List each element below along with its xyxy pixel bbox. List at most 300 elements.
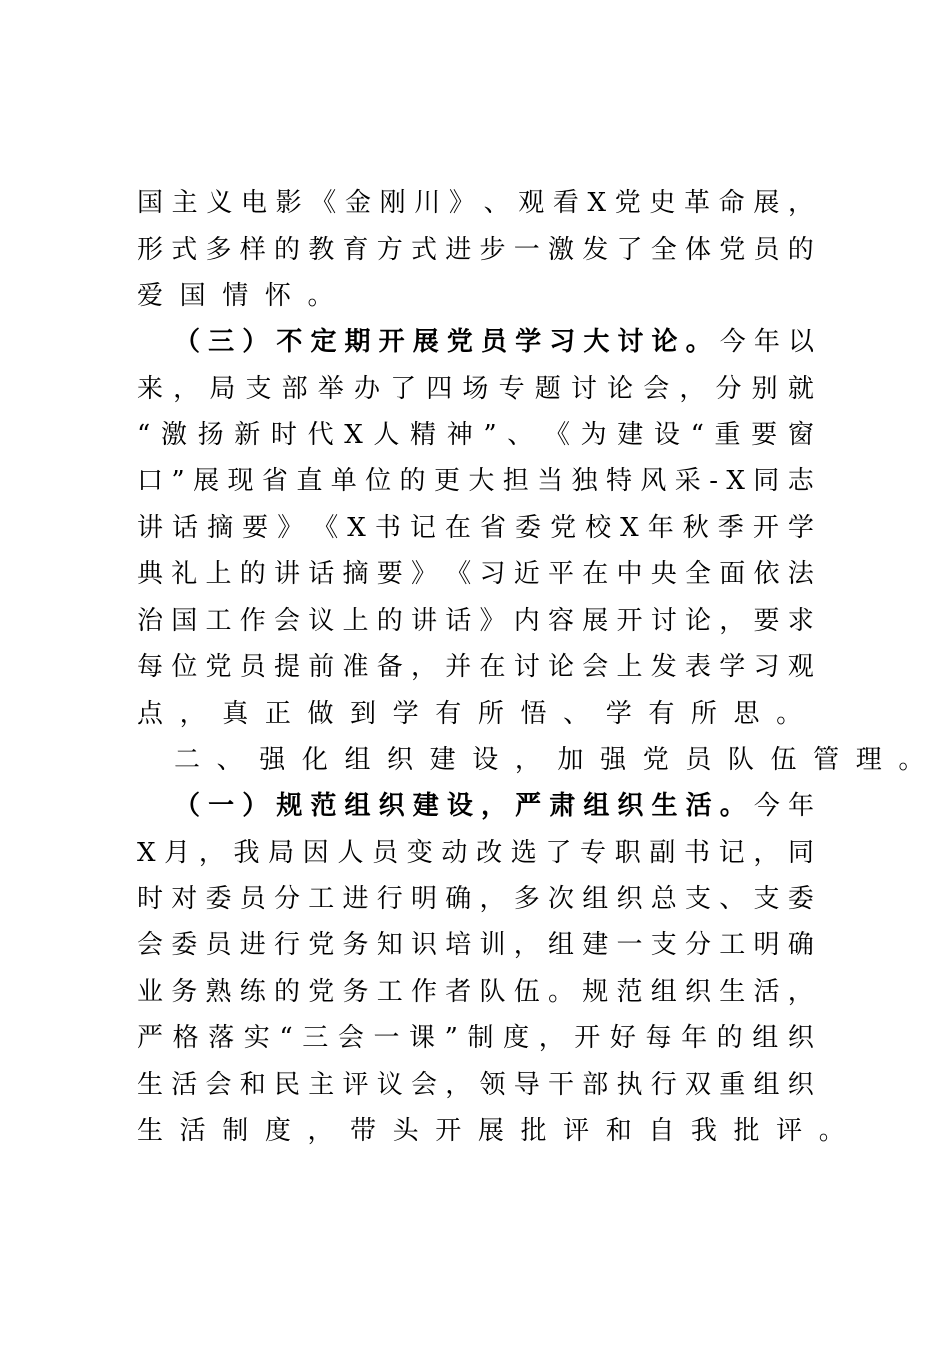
text-char: 议	[308, 606, 335, 636]
text-line	[137, 1018, 814, 1058]
text-char: 讲	[137, 513, 164, 543]
text-char: 带	[350, 1116, 377, 1146]
text-char: 学	[605, 699, 632, 729]
text-char: 依	[753, 559, 780, 589]
text-char: 评	[563, 1116, 590, 1146]
text-char: 四	[426, 374, 453, 404]
text-char: 党	[614, 188, 641, 218]
text-char: 学	[515, 327, 542, 357]
text-char: 育	[342, 235, 369, 265]
text-char: 刚	[379, 188, 406, 218]
text-char: 委	[171, 930, 198, 960]
text-char: 的	[274, 235, 301, 265]
text-char: 重	[714, 420, 741, 450]
text-char: 志	[787, 466, 814, 496]
text-char: 展	[582, 606, 609, 636]
text-char: ，	[479, 884, 506, 914]
text-char: ）	[242, 791, 269, 821]
text-char: 建	[412, 791, 439, 821]
text-char: 因	[302, 838, 329, 868]
text-char: 悟	[520, 699, 547, 729]
text-char: 做	[307, 699, 334, 729]
text-char: 中	[616, 559, 643, 589]
text-char: 窗	[787, 420, 814, 450]
text-char: 要	[376, 559, 403, 589]
text-char: 度	[503, 1023, 530, 1053]
text-char: 别	[751, 374, 778, 404]
text-char: 课	[409, 1023, 436, 1053]
text-char: 领	[479, 1070, 506, 1100]
text-char: 支	[650, 930, 677, 960]
text-char: 活	[171, 1070, 198, 1100]
text-char: 摘	[207, 513, 234, 543]
text-char: 作	[239, 606, 266, 636]
text-char: 书	[684, 838, 711, 868]
text-char: 副	[649, 838, 676, 868]
text-char: 业	[137, 977, 164, 1007]
text-line	[137, 230, 814, 270]
text-char: 上	[616, 652, 643, 682]
text-char: 展	[412, 327, 439, 357]
text-char: 培	[445, 930, 472, 960]
text-char: 风	[640, 466, 667, 496]
text-char: 了	[390, 374, 417, 404]
text-char: 革	[684, 188, 711, 218]
text-char: 的	[239, 559, 266, 589]
text-char: 选	[510, 838, 537, 868]
text-char: 就	[787, 374, 814, 404]
text-char: 年	[753, 327, 780, 357]
text-char: 不	[276, 327, 303, 357]
text-char: ”	[444, 1023, 458, 1053]
text-char: 专	[580, 838, 607, 868]
text-char: ）	[242, 327, 269, 357]
text-char: 多	[205, 235, 232, 265]
text-char: 组	[548, 930, 575, 960]
text-char: ，	[753, 838, 780, 868]
text-char: 一	[208, 791, 235, 821]
text-char: 落	[208, 1023, 235, 1053]
text-char: 部	[281, 374, 308, 404]
text-char: X	[726, 466, 745, 496]
text-char: 讨	[650, 606, 677, 636]
text-char: X	[344, 420, 363, 450]
text-char: 党	[308, 977, 335, 1007]
text-char: 义	[206, 188, 233, 218]
text-char: 组	[752, 1023, 779, 1053]
text-char: 定	[310, 327, 337, 357]
text-char: 时	[270, 420, 297, 450]
text-line	[137, 925, 814, 965]
text-char: 法	[787, 559, 814, 589]
text-char: 新	[234, 420, 261, 450]
text-char: ，	[787, 188, 814, 218]
text-char: ，	[173, 374, 200, 404]
text-char: 局	[209, 374, 236, 404]
text-char: -	[709, 466, 718, 496]
text-char: 者	[445, 977, 472, 1007]
text-char: 设	[472, 745, 499, 775]
text-char: 伍	[513, 977, 540, 1007]
text-char: 二	[174, 745, 201, 775]
text-char: 部	[582, 1070, 609, 1100]
text-char: 识	[411, 930, 438, 960]
text-char: 担	[502, 466, 529, 496]
text-char: 规	[582, 977, 609, 1007]
text-char: 当	[537, 466, 564, 496]
text-char: 管	[813, 745, 840, 775]
text-char: 国	[171, 606, 198, 636]
text-char: 记	[409, 513, 436, 543]
text-char: 情	[222, 281, 249, 311]
text-line	[137, 461, 814, 501]
text-char: 式	[411, 235, 438, 265]
text-char: 、	[507, 420, 534, 450]
text-char: 分	[715, 374, 742, 404]
text-char: 变	[406, 838, 433, 868]
text-char: 制	[467, 1023, 494, 1053]
text-char: 支	[245, 374, 272, 404]
text-char: 工	[376, 977, 403, 1007]
text-char: 央	[650, 559, 677, 589]
text-char: 发	[650, 652, 677, 682]
text-char: 《	[312, 513, 339, 543]
text-char: 生	[137, 1116, 164, 1146]
text-char: “	[279, 1023, 293, 1053]
text-char: 范	[310, 791, 337, 821]
text-char: 省	[261, 466, 288, 496]
text-char: 电	[240, 188, 267, 218]
text-line	[137, 879, 814, 919]
text-char: 分	[685, 930, 712, 960]
text-char: 员	[205, 930, 232, 960]
text-line	[137, 601, 814, 641]
text-char: 并	[445, 652, 472, 682]
text-char: 讲	[274, 559, 301, 589]
text-char: 》	[411, 559, 438, 589]
text-char: ”	[483, 420, 497, 450]
text-char: 口	[137, 466, 164, 496]
text-char: 党	[446, 327, 473, 357]
text-char: 川	[414, 188, 441, 218]
text-char: 员	[239, 884, 266, 914]
text-char: 好	[609, 1023, 636, 1053]
text-char: 民	[274, 1070, 301, 1100]
text-char: 制	[222, 1116, 249, 1146]
text-char: 强	[259, 745, 286, 775]
text-char: 组	[344, 791, 371, 821]
text-char: 。	[898, 745, 925, 775]
text-char: 员	[685, 745, 712, 775]
text-char: 话	[172, 513, 199, 543]
text-char: 《	[445, 559, 472, 589]
text-char: 设	[446, 791, 473, 821]
text-char: 位	[365, 466, 392, 496]
text-char: 三	[208, 327, 235, 357]
text-char: 员	[372, 838, 399, 868]
text-char: 化	[301, 745, 328, 775]
text-char: 步	[479, 235, 506, 265]
text-char: 秋	[682, 513, 709, 543]
text-line	[137, 369, 814, 409]
text-char: 明	[753, 930, 780, 960]
text-char: 评	[342, 1070, 369, 1100]
text-line	[137, 508, 814, 548]
text-char: 开	[752, 513, 779, 543]
text-char: 练	[239, 977, 266, 1007]
text-char: 织	[617, 791, 644, 821]
text-char: 会	[137, 930, 164, 960]
text-char: 场	[462, 374, 489, 404]
text-line	[137, 972, 814, 1012]
text-char: 和	[239, 1070, 266, 1100]
text-char: 。	[548, 977, 575, 1007]
text-char: 神	[446, 420, 473, 450]
text-char: 的	[399, 466, 426, 496]
text-char: 我	[690, 1116, 717, 1146]
text-char: 近	[513, 559, 540, 589]
text-char: （	[174, 791, 201, 821]
text-char: 今	[753, 791, 780, 821]
text-char: 员	[753, 235, 780, 265]
text-char: 导	[513, 1070, 540, 1100]
text-char: 我	[233, 838, 260, 868]
text-char: 设	[653, 420, 680, 450]
text-char: 务	[171, 977, 198, 1007]
text-char: 建	[582, 930, 609, 960]
text-char: 年	[787, 791, 814, 821]
text-char: 组	[344, 745, 371, 775]
text-char: 进	[445, 235, 472, 265]
text-char: 式	[171, 235, 198, 265]
text-char: 看	[552, 188, 579, 218]
text-char: 党	[719, 235, 746, 265]
text-char: 和	[605, 1116, 632, 1146]
text-char: 金	[344, 188, 371, 218]
text-char: 求	[787, 606, 814, 636]
text-char: 题	[534, 374, 561, 404]
text-char: 确	[787, 930, 814, 960]
text-char: 开	[574, 1023, 601, 1053]
text-char: 重	[719, 1070, 746, 1100]
text-char: 真	[222, 699, 249, 729]
text-char: 开	[435, 1116, 462, 1146]
text-char: 支	[753, 884, 780, 914]
text-char: 国	[179, 281, 206, 311]
text-char: 活	[685, 791, 712, 821]
text-char: 准	[342, 652, 369, 682]
text-char: 组	[583, 791, 610, 821]
text-char: 爱	[137, 281, 164, 311]
text-char: 格	[172, 1023, 199, 1053]
text-line	[137, 183, 814, 223]
text-char: 校	[585, 513, 612, 543]
text-char: 开	[378, 327, 405, 357]
text-char: 怀	[264, 281, 291, 311]
text-char: 务	[342, 977, 369, 1007]
text-char: 。	[776, 699, 803, 729]
text-char: 建	[617, 420, 644, 450]
text-char: 党	[205, 652, 232, 682]
text-char: 以	[787, 327, 814, 357]
text-char: 》	[448, 188, 475, 218]
text-char: ，	[480, 791, 507, 821]
text-char: 。	[685, 327, 712, 357]
text-char: 队	[479, 977, 506, 1007]
text-char: 的	[274, 977, 301, 1007]
text-char: 支	[685, 884, 712, 914]
text-char: 话	[445, 606, 472, 636]
text-char: 激	[548, 235, 575, 265]
text-char: 时	[137, 884, 164, 914]
text-char: 行	[650, 1070, 677, 1100]
text-char: 职	[614, 838, 641, 868]
text-char: 了	[545, 838, 572, 868]
text-char: 生	[137, 1070, 164, 1100]
text-char: 会	[643, 374, 670, 404]
text-char: 在	[444, 513, 471, 543]
text-char: 学	[787, 513, 814, 543]
text-char: 大	[583, 327, 610, 357]
text-char: 作	[411, 977, 438, 1007]
text-char: 办	[353, 374, 380, 404]
text-char: 生	[651, 791, 678, 821]
text-char: 理	[855, 745, 882, 775]
text-char: 为	[580, 420, 607, 450]
text-char: 局	[268, 838, 295, 868]
text-char: 。	[307, 281, 334, 311]
text-char: 活	[753, 977, 780, 1007]
text-char: 书	[374, 513, 401, 543]
text-char: 评	[776, 1116, 803, 1146]
text-char: 面	[719, 559, 746, 589]
text-char: 强	[600, 745, 627, 775]
text-char: 批	[520, 1116, 547, 1146]
text-char: 备	[376, 652, 403, 682]
text-char: 开	[616, 606, 643, 636]
text-char: 人	[373, 420, 400, 450]
subheading-line	[174, 786, 814, 826]
text-char: 员	[480, 327, 507, 357]
text-char: 摘	[342, 559, 369, 589]
text-char: 精	[410, 420, 437, 450]
text-char: 批	[733, 1116, 760, 1146]
text-char: 治	[137, 606, 164, 636]
text-char: 所	[690, 699, 717, 729]
text-char: 影	[275, 188, 302, 218]
text-char: 织	[787, 1023, 814, 1053]
text-char: 期	[344, 327, 371, 357]
text-char: 双	[685, 1070, 712, 1100]
text-char: 现	[227, 466, 254, 496]
text-char: ，	[513, 930, 540, 960]
text-char: 代	[307, 420, 334, 450]
text-char: 习	[549, 327, 576, 357]
text-char: 史	[649, 188, 676, 218]
text-char: 。	[719, 791, 746, 821]
text-char: 织	[616, 884, 643, 914]
text-char: 知	[376, 930, 403, 960]
text-line	[137, 833, 814, 873]
text-char: 记	[718, 838, 745, 868]
text-char: 要	[751, 420, 778, 450]
text-char: X	[587, 188, 607, 218]
text-char: 生	[719, 977, 746, 1007]
text-line	[137, 1111, 845, 1151]
text-char: ”	[171, 466, 185, 496]
text-char: 》	[479, 606, 506, 636]
text-char: 自	[648, 1116, 675, 1146]
text-char: 训	[479, 930, 506, 960]
text-char: 今	[719, 327, 746, 357]
text-char: 一	[616, 930, 643, 960]
section-heading-line	[174, 740, 941, 780]
text-char: 会	[274, 606, 301, 636]
text-char: 工	[205, 606, 232, 636]
text-char: 位	[171, 652, 198, 682]
text-char: 。	[818, 1116, 845, 1146]
text-char: ，	[679, 374, 706, 404]
text-char: 组	[582, 884, 609, 914]
text-char: 专	[498, 374, 525, 404]
text-char: 有	[435, 699, 462, 729]
text-char: 会	[205, 1070, 232, 1100]
text-char: 月	[164, 838, 191, 868]
text-char: 、	[483, 188, 510, 218]
text-char: 典	[137, 559, 164, 589]
text-char: 范	[616, 977, 643, 1007]
text-char: 执	[616, 1070, 643, 1100]
text-char: 进	[239, 930, 266, 960]
text-char: ，	[198, 838, 225, 868]
text-char: 容	[548, 606, 575, 636]
text-char: 务	[342, 930, 369, 960]
text-char: 到	[350, 699, 377, 729]
text-char: 度	[264, 1116, 291, 1146]
text-char: 独	[571, 466, 598, 496]
text-char: 展	[477, 1116, 504, 1146]
text-char: 季	[717, 513, 744, 543]
text-line	[137, 694, 814, 734]
text-char: “	[690, 420, 704, 450]
text-char: 委	[787, 884, 814, 914]
text-line	[137, 276, 814, 316]
text-char: 论	[651, 327, 678, 357]
text-char: ，	[307, 1116, 334, 1146]
text-char: 三	[302, 1023, 329, 1053]
text-char: ，	[514, 745, 541, 775]
text-char: 严	[137, 1023, 164, 1053]
text-char: （	[174, 327, 201, 357]
text-char: 平	[548, 559, 575, 589]
text-char: 党	[308, 930, 335, 960]
text-char: 会	[411, 1070, 438, 1100]
text-char: X	[620, 513, 639, 543]
text-char: 激	[160, 420, 187, 450]
text-char: 上	[205, 559, 232, 589]
text-char: 采	[674, 466, 701, 496]
text-char: 省	[479, 513, 506, 543]
text-char: 委	[515, 513, 542, 543]
text-char: 规	[276, 791, 303, 821]
text-char: ，	[179, 699, 206, 729]
text-char: 有	[648, 699, 675, 729]
text-char: 习	[753, 652, 780, 682]
text-char: 党	[550, 513, 577, 543]
text-char: 习	[479, 559, 506, 589]
text-char: X	[347, 513, 366, 543]
text-char: 点	[137, 699, 164, 729]
